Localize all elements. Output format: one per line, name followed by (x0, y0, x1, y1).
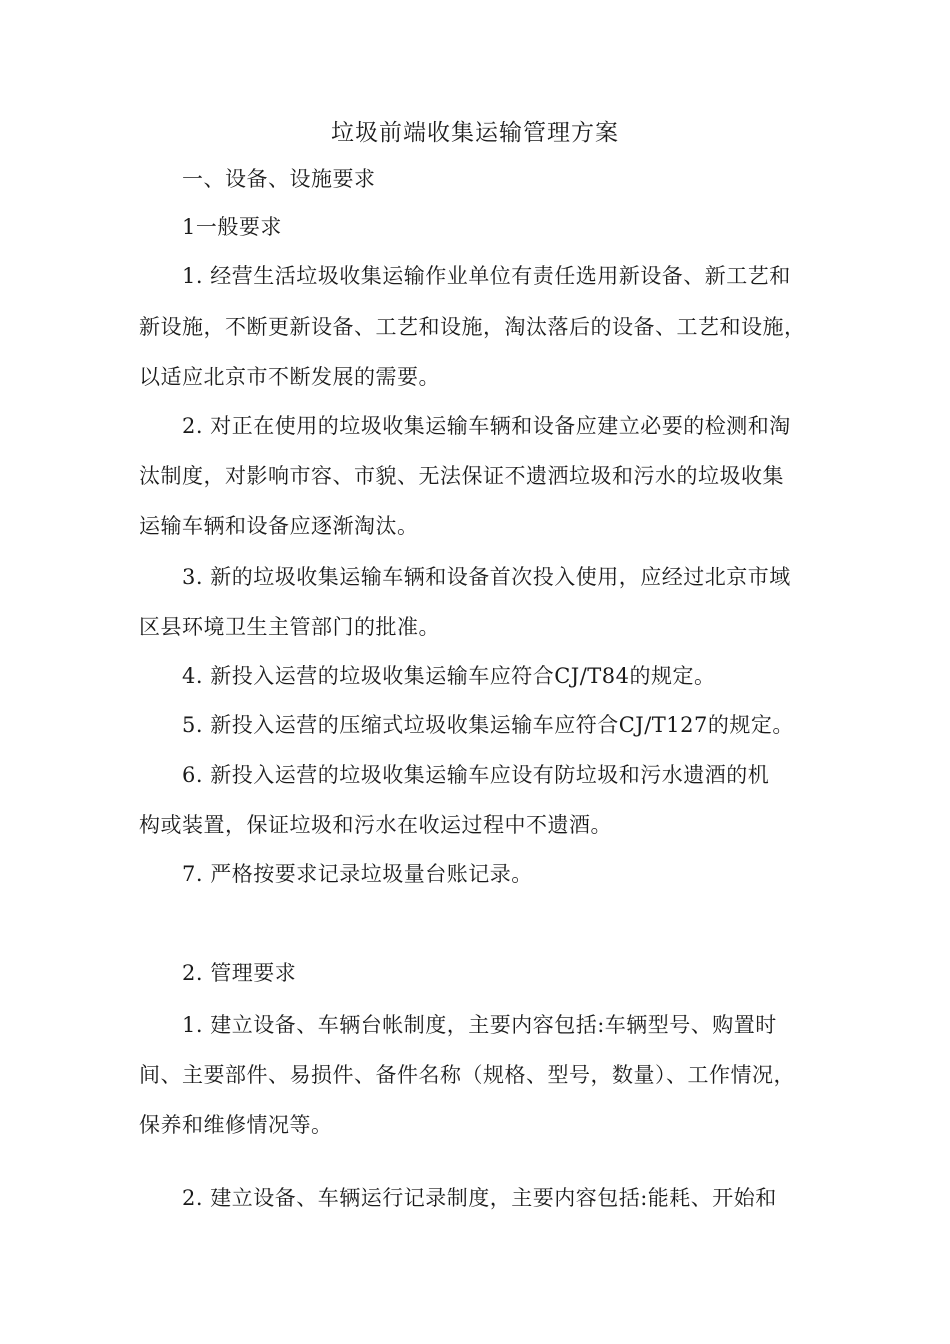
paragraph-line: 运输车辆和设备应逐渐淘汰。 (139, 514, 419, 538)
paragraph-line: 2. 对正在使用的垃圾收集运输车辆和设备应建立必要的检测和淘 (182, 414, 791, 438)
paragraph-line: 构或装置，保证垃圾和污水在收运过程中不遗酒。 (139, 813, 612, 837)
paragraph-line: 区县环境卫生主管部门的批准。 (139, 615, 440, 639)
paragraph-line: 间、主要部件、易损件、备件名称（规格、型号，数量）、工作情况， (139, 1063, 795, 1087)
paragraph-line: 1. 经营生活垃圾收集运输作业单位有责任选用新设备、新工艺和 (182, 264, 791, 288)
paragraph-line: 2. 建立设备、车辆运行记录制度，主要内容包括:能耗、开始和 (182, 1186, 777, 1210)
paragraph-line: 7. 严格按要求记录垃圾量台账记录。 (182, 862, 533, 886)
section-heading-management: 2. 管理要求 (182, 961, 297, 985)
document-title: 垃圾前端收集运输管理方案 (331, 120, 619, 146)
paragraph-line: 5. 新投入运营的压缩式垃圾收集运输车应符合CJ/T127的规定。 (182, 713, 794, 737)
paragraph-line: 3. 新的垃圾收集运输车辆和设备首次投入使用，应经过北京市域 (182, 565, 791, 589)
paragraph-line: 1. 建立设备、车辆台帐制度，主要内容包括:车辆型号、购置时 (182, 1013, 777, 1037)
paragraph-line: 4. 新投入运营的垃圾收集运输车应符合CJ/T84的规定。 (182, 664, 716, 688)
paragraph-line: 保养和维修情况等。 (139, 1113, 333, 1137)
subsection-heading-general: 1一般要求 (182, 215, 282, 239)
paragraph-line: 新设施，不断更新设备、工艺和设施，淘汰落后的设备、工艺和设施， (139, 315, 806, 339)
paragraph-line: 以适应北京市不断发展的需要。 (139, 365, 440, 389)
paragraph-line: 汰制度，对影响市容、市貌、无法保证不遗洒垃圾和污水的垃圾收集 (139, 464, 784, 488)
section-heading-equipment: 一、设备、设施要求 (182, 167, 376, 191)
paragraph-line: 6. 新投入运营的垃圾收集运输车应设有防垃圾和污水遗酒的机 (182, 763, 770, 787)
